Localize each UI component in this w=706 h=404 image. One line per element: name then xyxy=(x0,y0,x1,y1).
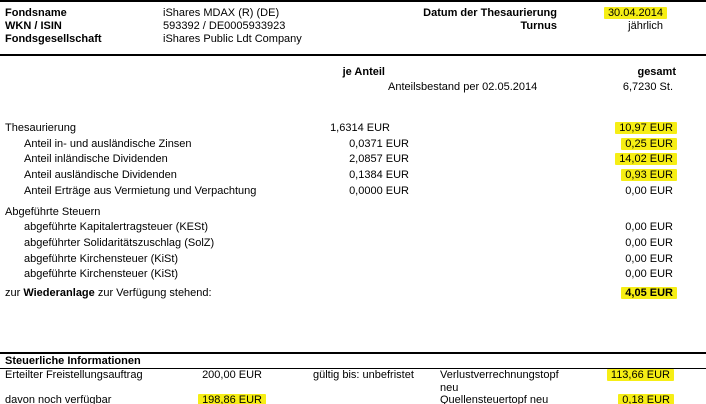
distribution-table xyxy=(0,121,706,302)
withholding-tax-pot-value xyxy=(580,394,706,404)
total-column-header: gesamt xyxy=(637,66,676,78)
section-label: Abgeführte Steuern xyxy=(5,205,101,218)
per-share-value: 1,6314 EUR xyxy=(330,122,390,134)
tax-section-title: Steuerliche Informationen xyxy=(5,355,141,367)
distribution-meta xyxy=(357,7,663,46)
remaining-exemption-amount xyxy=(195,394,262,404)
highlight-total: 0,93 EUR xyxy=(621,169,677,181)
distribution-date-value xyxy=(557,7,663,20)
highlight-remaining-exemption: 198,86 EUR xyxy=(198,394,266,404)
document-header xyxy=(0,2,706,46)
exemption-order-amount: 200,00 EUR xyxy=(202,369,262,381)
row-label: Anteil inländische Dividenden xyxy=(24,153,168,166)
per-share-value: 2,0857 EUR xyxy=(349,153,409,166)
total-value xyxy=(409,168,706,184)
highlight-total: 10,97 EUR xyxy=(615,122,677,134)
total-value xyxy=(409,152,706,168)
withholding-tax-pot-label: Quellensteuertopf neu xyxy=(440,394,549,404)
fund-company-value: iShares Public Ldt Company xyxy=(163,33,302,45)
total-value: 0,00 EUR xyxy=(625,184,673,197)
column-headers xyxy=(0,66,706,78)
row-label: Anteil Erträge aus Vermietung und Verpachtung xyxy=(24,184,257,197)
total-value: 0,00 EUR xyxy=(625,236,673,249)
loss-offset-pot-label: Verlustverrechnungstopf neu xyxy=(440,369,559,394)
row-label: Anteil in- und ausländische Zinsen xyxy=(24,137,192,150)
remaining-exemption-label: davon noch verfügbar xyxy=(5,394,112,404)
column-spacer xyxy=(0,66,260,78)
highlight-distribution-date: 30.04.2014 xyxy=(604,7,667,19)
highlight-withholding-tax-pot: 0,18 EUR xyxy=(618,394,674,404)
total-value xyxy=(390,121,706,137)
table-row xyxy=(0,220,706,236)
table-row xyxy=(0,236,706,252)
wkn-isin-value: 593392 / DE0005933923 xyxy=(163,20,286,32)
row-label: abgeführte Kirchensteuer (KiSt) xyxy=(24,252,179,265)
per-share-value: 0,0371 EUR xyxy=(349,137,409,150)
total-value: 0,00 EUR xyxy=(625,268,673,281)
table-row xyxy=(0,168,706,184)
row-label: Anteil ausländische Dividenden xyxy=(24,169,177,182)
turnus-value: jährlich xyxy=(628,20,663,32)
reinvest-total-value xyxy=(390,286,706,302)
fund-company-label: Fondsgesellschaft xyxy=(5,33,102,45)
table-row xyxy=(0,267,706,283)
fund-company-row xyxy=(5,33,357,46)
distribution-date-label: Datum der Thesaurierung xyxy=(423,7,557,19)
loss-offset-pot-value xyxy=(580,369,706,394)
fund-identification xyxy=(5,7,357,46)
per-share-column-header: je Anteil xyxy=(342,66,385,78)
highlight-loss-offset-pot: 113,66 EUR xyxy=(607,369,674,381)
total-value: 0,00 EUR xyxy=(625,221,673,234)
row-label: abgeführter Solidaritätszuschlag (SolZ) xyxy=(24,236,215,249)
table-row xyxy=(0,252,706,268)
reinvest-row xyxy=(0,286,706,302)
tax-row xyxy=(0,369,706,394)
holdings-row xyxy=(0,81,706,93)
table-row xyxy=(0,205,706,221)
fund-name-label: Fondsname xyxy=(5,7,67,19)
fund-name-row xyxy=(5,7,357,20)
turnus-row xyxy=(357,20,663,33)
per-share-value: 0,0000 EUR xyxy=(349,184,409,197)
highlight-total: 0,25 EUR xyxy=(621,138,677,150)
reinvest-label: zur Wiederanlage zur Verfügung stehend: xyxy=(5,287,212,300)
holdings-value: 6,7230 St. xyxy=(622,81,673,93)
row-label: Thesaurierung xyxy=(5,122,76,134)
wkn-isin-row xyxy=(5,20,357,33)
table-row xyxy=(0,184,706,200)
total-value: 0,00 EUR xyxy=(625,252,673,265)
per-share-value: 0,1384 EUR xyxy=(349,169,409,182)
holdings-label: Anteilsbestand per 02.05.2014 xyxy=(388,81,538,93)
total-value xyxy=(409,137,706,153)
row-label: abgeführte Kirchensteuer (KiSt) xyxy=(24,268,179,281)
exemption-order-label: Erteilter Freistellungsauftrag xyxy=(5,369,143,381)
turnus-label: Turnus xyxy=(520,20,557,32)
header-rule xyxy=(0,54,706,56)
table-row xyxy=(0,152,706,168)
row-label: abgeführte Kapitalertragsteuer (KESt) xyxy=(24,221,209,234)
table-row xyxy=(0,137,706,153)
tax-information-section xyxy=(0,352,706,404)
table-row xyxy=(0,121,706,137)
highlight-total: 14,02 EUR xyxy=(615,153,677,165)
wkn-isin-label: WKN / ISIN xyxy=(5,20,62,32)
fund-name-value: iShares MDAX (R) (DE) xyxy=(163,7,280,19)
valid-until-text: gültig bis: unbefristet xyxy=(313,369,414,381)
distribution-date-row xyxy=(357,7,663,20)
highlight-reinvest-total: 4,05 EUR xyxy=(621,287,677,299)
tax-row xyxy=(0,394,706,404)
holdings-spacer xyxy=(0,81,388,93)
